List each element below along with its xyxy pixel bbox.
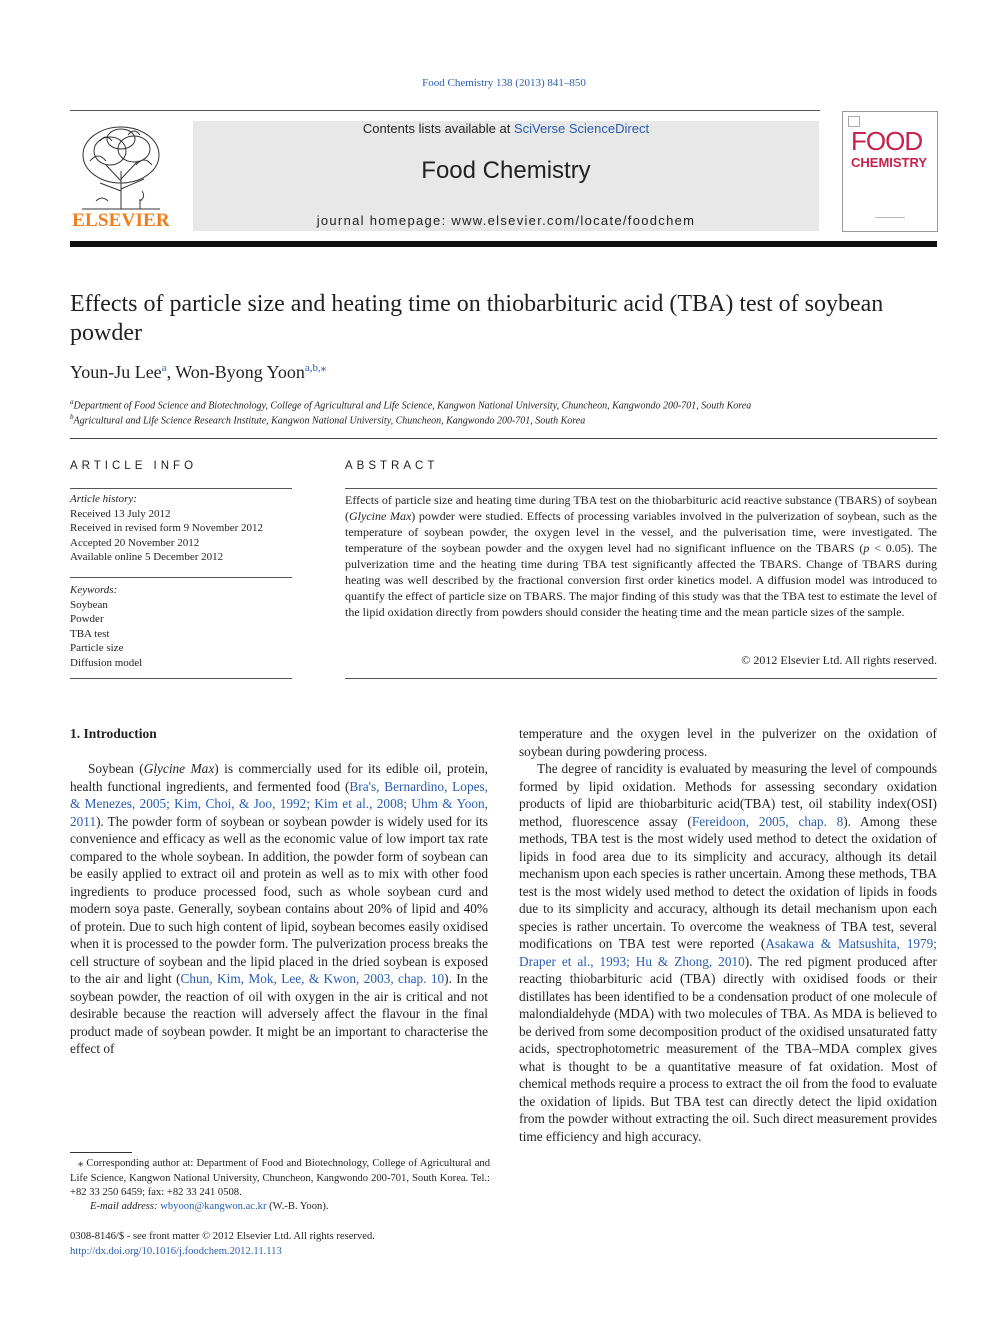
article-info-rule [70,488,292,489]
affiliation-b: $^b$Agricultural and Life Science Research Institute, Kangwon National University, Chuncheon, Kangwondo 200-701, South Korea [70,413,586,427]
cover-title-food: FOOD [851,126,923,156]
footnote-rule [70,1152,132,1153]
citation-link[interactable]: Asakawa & Matsushita, 1979; Draper et al., 1993; Hu & Zhong, 2010 [519,936,937,969]
article-info-end-rule [70,678,292,679]
abstract-rule [345,488,937,489]
abstract-heading: ABSTRACT [345,460,439,472]
keywords-rule [70,577,292,578]
history-item: Accepted 20 November 2012 [70,536,200,549]
journal-citation[interactable]: Food Chemistry 138 (2013) 841–850 [422,77,586,89]
keywords-label: Keywords: [70,584,118,596]
keyword: Soybean [70,598,108,611]
journal-homepage[interactable]: journal homepage: www.elsevier.com/locate/foodchem [316,213,696,228]
intro-right-column [519,725,937,1145]
article-history [70,492,292,565]
citation-link[interactable]: Bra's, Bernardino, Lopes, & Menezes, 2005; Kim, Choi, & Joo, 1992; Kim et al., 2008; Uhm & Yoon, 2011 [70,778,489,829]
abstract-copyright: © 2012 Elsevier Ltd. All rights reserved. [741,653,937,667]
cover-title-chemistry: CHEMISTRY [851,155,928,170]
keyword: Diffusion model [70,656,143,669]
cover-divider [875,217,905,218]
author-name[interactable]: Won-Byong Yoon [175,362,305,382]
author-name[interactable]: Youn-Ju Lee [70,362,162,382]
affiliation-a: $^a$Department of Food Science and Biotechnology, College of Agricultural and Life Science, Kangwon National University, Chuncheon, Kangwondo 200-701, South Korea [70,398,752,412]
elsevier-wordmark: ELSEVIER [72,210,170,231]
header-rule [70,110,820,111]
author-affil-mark[interactable]: a [161,362,167,374]
citation-link[interactable]: Fereidoon, 2005, chap. 8 [691,813,844,829]
intro-paragraph: Soybean (Glycine Max) is commercially used for its edible oil, protein, health functional ingredients, and fermented food (Bra's, Bernardino, Lopes, & Menezes, 2005; Kim, Choi, & Joo, 1992; Kim et al., 2008; Uhm & Yoon, 2011). The powder form of soybean or soybean powder is widely used for its convenience and efficacy as well as the economic value of low import tax rate compared to the whole soybean. In addition, the powder form of soybean can be easily applied to extract oil and protein as well as to mix with other food ingredients to produce processed food, such as whole soybean curd and modern soya paste. Generally, soybean contains about 20% of lipid and 40% of protein. Due to such high content of lipid, soybean becomes easily oxidised when it is processed to the powder form. The pulverization process breaks the cell structure of soybean and the lipid placed in the dried soybean is exposed to the air and light (Chun, Kim, Mok, Lee, & Kwon, 2003, chap. 10). In the soybean powder, the reaction of oil with oxygen in the air is critical and not desirable because the reaction will adversely affect the flavour in the final product made of soybean powder. It might be an important to characterise the effect of [70,761,489,1056]
header-thick-rule [70,241,937,247]
journal-title: Food Chemistry [421,157,591,184]
keyword: TBA test [70,627,110,640]
article-info-heading: ARTICLE INFO [70,460,198,472]
section-heading-introduction: 1. Introduction [70,726,157,741]
section-rule [70,438,937,439]
history-label: Article history: [70,493,137,505]
citation-link[interactable]: Chun, Kim, Mok, Lee, & Kwon, 2003, chap. 10 [180,971,445,986]
issn-line: 0308-8146/$ - see front matter © 2012 Elsevier Ltd. All rights reserved. http://dx.doi.org/10.1016/j.foodchem.2012.11.113 [70,1230,375,1259]
doi-link[interactable]: http://dx.doi.org/10.1016/j.foodchem.2012.11.113 [70,1245,282,1257]
journal-cover-thumbnail [842,111,938,232]
intro-paragraph: The degree of rancidity is evaluated by measuring the level of compounds formed by lipid oxidation. Methods for assessing secondary oxidation products of lipid are thiobarbituric acid(TBA) test, oil stability index(OSI) method, fluorescence assay (Fereidoon, 2005, chap. 8). Among these methods, TBA test is the most widely used method to detect the oxidation of lipids in food area due to its simplicity and accuracy, although its detail mechanism upon each species is rather uncertain. Among these methods, TBA test is the most widely used method to detect the oxidation of lipids in foods due to its simplicity and accuracy, although its detail mechanism upon each species is rather uncertain. To overcome the weakness of TBA test, several modifications on TBA test were reported (Asakawa & Matsushita, 1979; Draper et al., 1993; Hu & Zhong, 2010). The red pigment produced after reacting thiobarbituric acid (TBA) directly with oxidised foods or their distillates has been identified to be a condensation product of one molecule of malondialdehyde (MDA) with two molecules of TBA. As MDA is believed to be derived from some decomposition product of the oxidised unsaturated fatty acids, spectrophotometric measurement of the TBA–MDA complex gives what is thought to be a quantitative measure of fat oxidation. Most of chemical methods require a process to extract the oil from the food to evaluate the oxidation of lipids. But TBA test can directly detect the lipid oxidation from the powder without extracting the oil. Such direct measurement provides time efficiency and high accuracy. [519,761,938,1144]
keyword: Powder [70,613,104,625]
history-item: Available online 5 December 2012 [70,551,224,563]
intro-left-column [70,760,488,1058]
author-list: Youn-Ju Lee$^a$, Won-Byong Yoon$^{a,b,⁎}$ [70,362,327,382]
sciencedirect-link[interactable]: SciVerse ScienceDirect [513,121,650,136]
keyword: Particle size [70,642,124,654]
journal-banner [193,121,819,231]
contents-line: Contents lists available at SciVerse ScienceDirect [362,121,650,136]
history-item: Received in revised form 9 November 2012 [70,522,264,534]
email-footnote: E-mail address: wbyoon@kangwon.ac.kr (W.-B. Yoon). [90,1201,329,1212]
abstract-text: Effects of particle size and heating time during TBA test on the thiobarbituric acid reactive substance (TBARS) of soybean (Glycine Max) powder were studied. Effects of processing variables involved in the pulverization of soybean, such as the temperature of soybean powder, the oxygen level in the vessel, and the pulverisation time, were investigated. The temperature of the soybean powder and the oxygen level had no significant influence on the TBARS (p < 0.05). The pulverization time and the heating time during TBA test significantly affected the TBARS. Change of TBARS during heating was well described by the fractional conversion first order kinetics model. A diffusion model was introduced to quantify the effect of particle size on TBARS. The major finding of this study was that the TBA test to estimate the level of the lipid oxidation directly from powders should consider the heating time and the mean particle sizes of the sample. [345,493,938,619]
abstract-end-rule [345,678,937,679]
author-email-link[interactable]: wbyoon@kangwon.ac.kr [160,1201,267,1212]
author-affil-mark[interactable]: a,b,⁎ [304,362,327,374]
history-item: Received 13 July 2012 [70,507,171,520]
keywords [70,583,292,670]
intro-paragraph: temperature and the oxygen level in the pulverizer on the oxidation of soybean during powdering process. [519,726,937,759]
corresponding-author-footnote: ⁎ Corresponding author at: Department of Food and Biotechnology, College of Agricultural and Life Science, Kangwon National University, Chuncheon, Kangwondo 200-701, South Korea. Tel.: +82 33 250 6459; fax: +82 33 241 0508. [70,1158,490,1198]
article-title: Effects of particle size and heating time on thiobarbituric acid (TBA) test of soybean powder [70,291,884,346]
